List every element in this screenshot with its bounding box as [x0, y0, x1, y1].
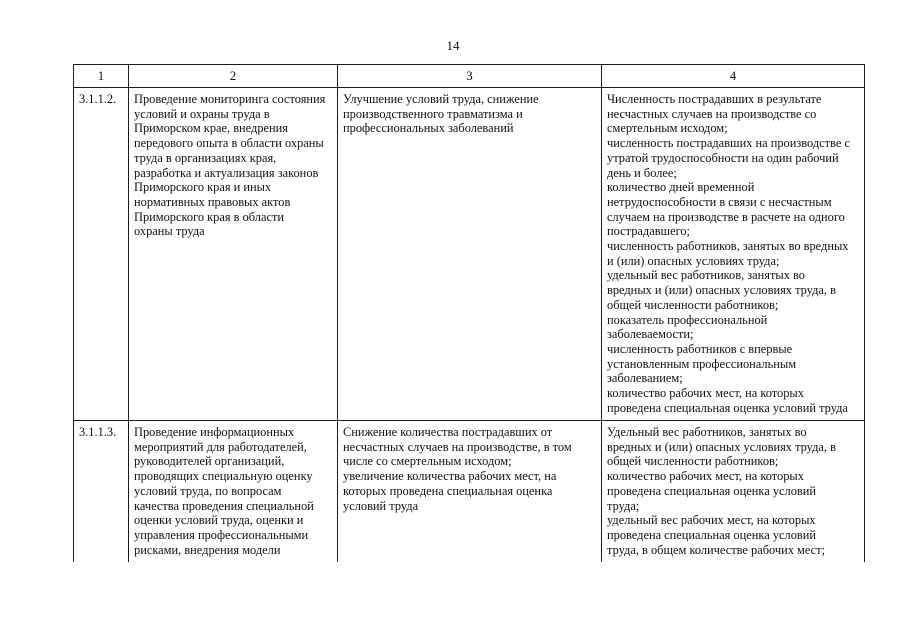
expected-result-cell	[338, 421, 602, 563]
expected-result-line: производственного травматизма и	[343, 106, 523, 121]
indicators-cell	[602, 88, 865, 421]
indicator-line: и (или) опасных условиях труда;	[607, 253, 780, 268]
indicator-line: установленным профессиональным	[607, 356, 797, 371]
measure-description-line: проводящих специальную оценку	[134, 469, 313, 484]
indicator-line: труда;	[607, 498, 640, 513]
item-code: 3.1.1.2.	[79, 92, 117, 106]
indicator-line: общей численности работников;	[607, 454, 779, 469]
indicator-line: численность работников с впервые	[607, 341, 793, 356]
measure-description-line: рисками, внедрения модели	[134, 542, 281, 557]
indicator-line: вредных и (или) опасных условиях труда, в	[607, 283, 836, 298]
measure-description-line: нормативных правовых актов	[134, 194, 291, 209]
measure-description-line: оценки условий труда, оценки и	[134, 513, 304, 528]
indicator-line: несчастных случаев на производстве со	[607, 106, 817, 121]
expected-result-line: которых проведена специальная оценка	[343, 483, 553, 498]
measure-description-line: Приморского края и иных	[134, 180, 272, 195]
indicator-line: пострадавшего;	[607, 224, 691, 239]
column-header-4: 4	[602, 65, 865, 88]
indicator-line: показатель профессиональной	[607, 312, 768, 327]
expected-result-line: Улучшение условий труда, снижение	[343, 92, 539, 106]
measure-description-cell	[129, 88, 338, 421]
measure-description-line: Проведение мониторинга состояния	[134, 92, 326, 106]
measure-description-cell	[129, 421, 338, 563]
indicator-line: случаем на производстве в расчете на одного	[607, 209, 845, 224]
indicator-line: Численность пострадавших в результате	[607, 92, 822, 106]
expected-result-cell	[338, 88, 602, 421]
item-code-cell	[74, 421, 129, 563]
measure-description-line: Приморского края в области	[134, 209, 285, 224]
indicator-line: труда, в общем количестве рабочих мест;	[607, 542, 826, 557]
measure-description-line: труда в организациях края,	[134, 150, 277, 165]
item-code: 3.1.1.3.	[79, 425, 117, 439]
column-header-2: 2	[129, 65, 338, 88]
indicator-line: заболеваемости;	[607, 327, 694, 342]
indicator-line: проведена специальная оценка условий	[607, 483, 817, 498]
table-header-row	[74, 65, 865, 88]
indicator-line: вредных и (или) опасных условиях труда, в	[607, 439, 836, 454]
item-code-cell	[74, 88, 129, 421]
expected-result-line: профессиональных заболеваний	[343, 121, 514, 136]
indicator-line: количество дней временной	[607, 180, 755, 195]
indicator-line: проведена специальная оценка условий труда	[607, 400, 848, 415]
measure-description-line: охраны труда	[134, 224, 205, 239]
indicator-line: общей численности работников;	[607, 297, 779, 312]
indicator-line: численность работников, занятых во вредных	[607, 239, 849, 254]
indicator-line: количество рабочих мест, на которых	[607, 469, 804, 484]
indicator-line: Удельный вес работников, занятых во	[607, 425, 807, 439]
indicator-line: заболеванием;	[607, 371, 683, 386]
measure-description-line: условий труда, по вопросам	[134, 483, 282, 498]
table-row	[74, 421, 865, 563]
measure-description-line: передового опыта в области охраны	[134, 136, 324, 151]
indicator-line: удельный вес работников, занятых во	[607, 268, 805, 283]
measure-description-line: Проведение информационных	[134, 425, 295, 439]
table-row	[74, 88, 865, 421]
measures-table	[73, 64, 865, 562]
indicator-line: проведена специальная оценка условий	[607, 527, 817, 542]
column-header-1: 1	[74, 65, 129, 88]
page-number: 14	[446, 38, 460, 53]
indicator-line: численность пострадавших на производстве с	[607, 136, 850, 151]
measure-description-line: управления профессиональными	[134, 527, 309, 542]
indicators-cell	[602, 421, 865, 563]
indicator-line: количество рабочих мест, на которых	[607, 386, 804, 401]
indicator-line: удельный вес рабочих мест, на которых	[607, 513, 816, 528]
measure-description-line: руководителей организаций,	[134, 454, 285, 469]
indicator-line: утратой трудоспособности на один рабочий	[607, 150, 839, 165]
expected-result-line: несчастных случаев на производстве, в том	[343, 439, 572, 454]
expected-result-line: числе со смертельным исходом;	[343, 454, 512, 469]
indicator-line: нетрудоспособности в связи с несчастным	[607, 194, 832, 209]
measure-description-line: условий и охраны труда в	[134, 106, 270, 121]
measure-description-line: Приморском крае, внедрения	[134, 121, 288, 136]
indicator-line: смертельным исходом;	[607, 121, 728, 136]
measure-description-line: разработка и актуализация законов	[134, 165, 319, 180]
indicator-line: день и более;	[607, 165, 677, 180]
expected-result-line: увеличение количества рабочих мест, на	[343, 469, 557, 484]
measure-description-line: качества проведения специальной	[134, 498, 314, 513]
expected-result-line: Снижение количества пострадавших от	[343, 425, 553, 439]
measure-description-line: мероприятий для работодателей,	[134, 439, 307, 454]
expected-result-line: условий труда	[343, 498, 419, 513]
column-header-3: 3	[338, 65, 602, 88]
